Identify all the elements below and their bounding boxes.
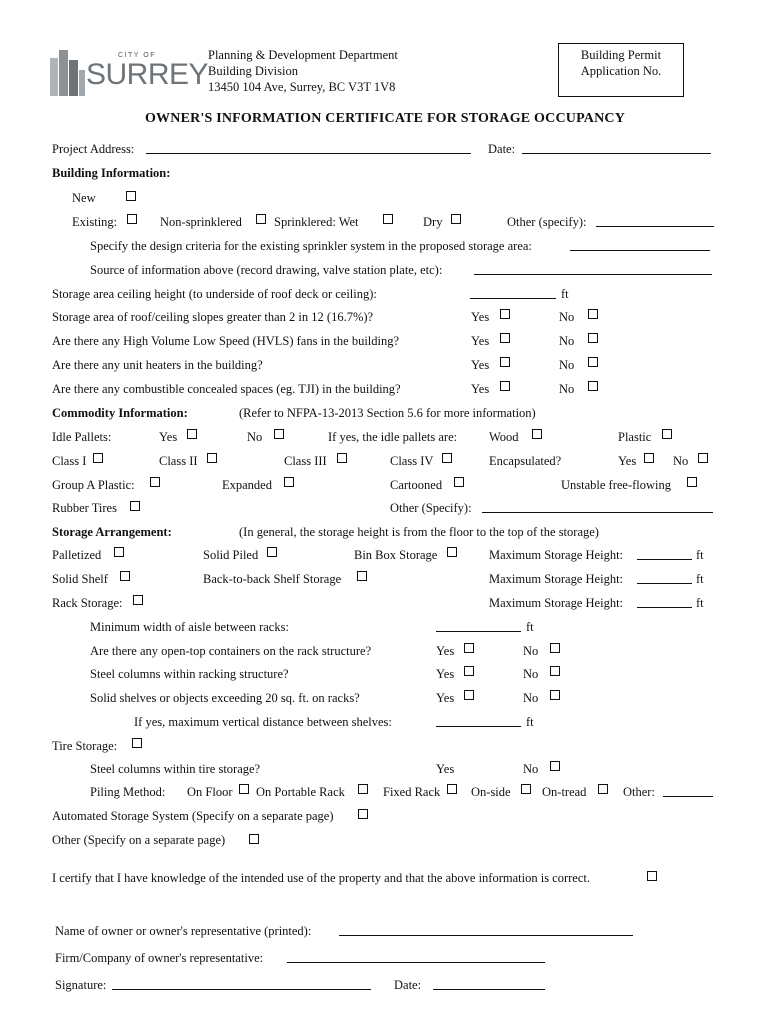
idle-pallets-type-label: If yes, the idle pallets are: [328,430,458,444]
vertical-distance-unit: ft [526,715,534,729]
unit-heaters-question: Are there any unit heaters in the building? [52,358,263,372]
palletized-checkbox[interactable] [114,547,124,557]
unit-heaters-no-label: No [559,358,575,372]
new-label: New [72,191,96,205]
non-sprinklered-label: Non-sprinklered [160,215,242,229]
design-criteria-field[interactable] [570,240,710,251]
storage-height-note: (In general, the storage height is from the floor to the top of the storage) [239,525,599,539]
class2-checkbox[interactable] [207,453,217,463]
on-portable-rack-checkbox[interactable] [358,784,368,794]
rack-storage-label: Rack Storage: [52,596,123,610]
piling-other-field[interactable] [663,786,713,797]
signature-label: Signature: [55,978,107,992]
hvls-no-label: No [559,334,575,348]
aisle-width-field[interactable] [436,621,521,632]
on-tread-label: On-tread [542,785,587,799]
roof-slope-no-label: No [559,310,575,324]
cartooned-checkbox[interactable] [454,477,464,487]
max-height-unit-1: ft [696,548,704,562]
encapsulated-no-label: No [673,454,689,468]
ceiling-height-label: Storage area ceiling height (to underside of roof deck or ceiling): [52,287,377,301]
hvls-yes-checkbox[interactable] [500,333,510,343]
other-specify-field[interactable] [596,216,714,227]
rack-steel-columns-yes-label: Yes [436,667,455,681]
automated-storage-checkbox[interactable] [358,809,368,819]
tire-storage-label: Tire Storage: [52,739,118,753]
idle-pallets-no-checkbox[interactable] [274,429,284,439]
nfpa-reference-note: (Refer to NFPA-13-2013 Section 5.6 for more information) [239,406,536,420]
permit-number-box[interactable] [558,43,684,97]
dry-checkbox[interactable] [451,214,461,224]
roof-slope-no-checkbox[interactable] [588,309,598,319]
solid-shelf-label: Solid Shelf [52,572,108,586]
class4-label: Class IV [390,454,434,468]
concealed-spaces-yes-label: Yes [471,382,490,396]
encapsulated-label: Encapsulated? [489,454,562,468]
new-checkbox[interactable] [126,191,136,201]
encapsulated-yes-label: Yes [618,454,637,468]
bin-box-label: Bin Box Storage [354,548,438,562]
open-top-question: Are there any open-top containers on the rack structure? [90,644,372,658]
class1-checkbox[interactable] [93,453,103,463]
concealed-spaces-question: Are there any combustible concealed spaces (eg. TJI) in the building? [52,382,401,396]
aisle-width-label: Minimum width of aisle between racks: [90,620,289,634]
class3-checkbox[interactable] [337,453,347,463]
ceiling-height-unit: ft [561,287,569,301]
max-height-label-3: Maximum Storage Height: [489,596,624,610]
back-to-back-checkbox[interactable] [357,571,367,581]
ceiling-height-field[interactable] [470,288,556,299]
other-separate-page-label: Other (Specify on a separate page) [52,833,226,847]
aisle-width-unit: ft [526,620,534,634]
solid-piled-label: Solid Piled [203,548,259,562]
back-to-back-label: Back-to-back Shelf Storage [203,572,342,586]
roof-slope-question: Storage area of roof/ceiling slopes greater than 2 in 12 (16.7%)? [52,310,374,324]
tire-steel-columns-no-label: No [523,762,539,776]
on-portable-rack-label: On Portable Rack [256,785,345,799]
logo-city-text: CITY OF [118,52,156,59]
certification-checkbox[interactable] [647,871,657,881]
rack-steel-columns-question: Steel columns within racking structure? [90,667,289,681]
project-date-field[interactable] [522,143,711,154]
idle-pallets-yes-checkbox[interactable] [187,429,197,439]
department-street-address: 13450 104 Ave, Surrey, BC V3T 1V8 [208,80,396,94]
hvls-yes-label: Yes [471,334,490,348]
on-side-checkbox[interactable] [521,784,531,794]
existing-checkbox[interactable] [127,214,137,224]
project-date-label: Date: [488,142,516,156]
expanded-checkbox[interactable] [284,477,294,487]
owner-name-field[interactable] [339,925,633,936]
open-top-yes-checkbox[interactable] [464,643,474,653]
rack-steel-columns-no-checkbox[interactable] [550,666,560,676]
other-separate-page-checkbox[interactable] [249,834,259,844]
class4-checkbox[interactable] [442,453,452,463]
non-sprinklered-checkbox[interactable] [256,214,266,224]
solid-shelves-no-label: No [523,691,539,705]
wood-checkbox[interactable] [532,429,542,439]
max-height-label-1: Maximum Storage Height: [489,548,624,562]
idle-pallets-no-label: No [247,430,263,444]
logo-bar-2 [59,50,68,96]
storage-arrangement-heading: Storage Arrangement: [52,525,172,539]
city-logo [50,46,209,98]
cartooned-label: Cartooned [390,478,443,492]
hvls-question: Are there any High Volume Low Speed (HVLS) fans in the building? [52,334,400,348]
solid-shelf-checkbox[interactable] [120,571,130,581]
open-top-no-label: No [523,644,539,658]
certification-statement: I certify that I have knowledge of the intended use of the property and that the above information is correct. [52,871,591,885]
on-side-label: On-side [471,785,511,799]
max-height-field-2[interactable] [637,573,692,584]
encapsulated-yes-checkbox[interactable] [644,453,654,463]
permit-label-line1: Building Permit [580,48,662,62]
on-tread-checkbox[interactable] [598,784,608,794]
solid-piled-checkbox[interactable] [267,547,277,557]
tire-storage-checkbox[interactable] [132,738,142,748]
vertical-distance-label: If yes, maximum vertical distance between shelves: [134,715,392,729]
concealed-spaces-yes-checkbox[interactable] [500,381,510,391]
rack-steel-columns-no-label: No [523,667,539,681]
form-title: OWNER'S INFORMATION CERTIFICATE FOR STORAGE OCCUPANCY [144,111,626,126]
group-a-plastic-label: Group A Plastic: [52,478,135,492]
project-address-label: Project Address: [52,142,135,156]
class3-label: Class III [284,454,327,468]
concealed-spaces-no-checkbox[interactable] [588,381,598,391]
tire-steel-columns-no-checkbox[interactable] [550,761,560,771]
firm-label: Firm/Company of owner's representative: [55,951,264,965]
group-a-plastic-checkbox[interactable] [150,477,160,487]
open-top-yes-label: Yes [436,644,455,658]
on-floor-checkbox[interactable] [239,784,249,794]
owner-name-label: Name of owner or owner's representative (printed): [55,924,312,938]
fixed-rack-checkbox[interactable] [447,784,457,794]
signature-field[interactable] [112,979,371,990]
commodity-other-label: Other (Specify): [390,501,472,515]
rack-steel-columns-yes-checkbox[interactable] [464,666,474,676]
open-top-no-checkbox[interactable] [550,643,560,653]
unstable-label: Unstable free-flowing [561,478,672,492]
commodity-info-heading: Commodity Information: [52,406,188,420]
permit-label-line2: Application No. [580,64,662,78]
source-info-label: Source of information above (record drawing, valve station plate, etc): [90,263,443,277]
firm-field[interactable] [287,952,545,963]
signature-date-label: Date: [394,978,422,992]
expanded-label: Expanded [222,478,272,492]
automated-storage-label: Automated Storage System (Specify on a separate page) [52,809,334,823]
fixed-rack-label: Fixed Rack [383,785,441,799]
max-height-field-3[interactable] [637,597,692,608]
logo-name-text: SURREY [86,58,209,91]
class2-label: Class II [159,454,198,468]
signature-date-field[interactable] [433,979,545,990]
on-floor-label: On Floor [187,785,233,799]
tire-steel-columns-yes-label: Yes [436,762,455,776]
department-address [208,47,398,95]
sprinklered-wet-label: Sprinklered: Wet [274,215,359,229]
piling-method-label: Piling Method: [90,785,166,799]
palletized-label: Palletized [52,548,102,562]
logo-bar-1 [50,58,58,96]
existing-label: Existing: [72,215,118,229]
roof-slope-yes-label: Yes [471,310,490,324]
class1-label: Class I [52,454,87,468]
concealed-spaces-no-label: No [559,382,575,396]
max-height-label-2: Maximum Storage Height: [489,572,624,586]
roof-slope-yes-checkbox[interactable] [500,309,510,319]
division-name: Building Division [208,64,298,78]
logo-bar-4 [79,70,85,96]
hvls-no-checkbox[interactable] [588,333,598,343]
rubber-tires-label: Rubber Tires [52,501,117,515]
unstable-checkbox[interactable] [687,477,697,487]
idle-pallets-yes-label: Yes [159,430,178,444]
department-name: Planning & Development Department [208,48,398,62]
bin-box-checkbox[interactable] [447,547,457,557]
plastic-checkbox[interactable] [662,429,672,439]
building-info-heading: Building Information: [52,166,171,180]
other-specify-label: Other (specify): [507,215,587,229]
logo-bar-3 [69,60,78,96]
idle-pallets-label: Idle Pallets: [52,430,112,444]
max-height-unit-3: ft [696,596,704,610]
max-height-unit-2: ft [696,572,704,586]
solid-shelves-question: Solid shelves or objects exceeding 20 sq. ft. on racks? [90,691,360,705]
rack-storage-checkbox[interactable] [133,595,143,605]
design-criteria-label: Specify the design criteria for the existing sprinkler system in the proposed storage area: [90,239,532,253]
wood-label: Wood [489,430,519,444]
solid-shelves-yes-checkbox[interactable] [464,690,474,700]
max-height-field-1[interactable] [637,549,692,560]
tire-steel-columns-question: Steel columns within tire storage? [90,762,261,776]
encapsulated-no-checkbox[interactable] [698,453,708,463]
commodity-other-field[interactable] [482,502,713,513]
unit-heaters-yes-label: Yes [471,358,490,372]
unit-heaters-no-checkbox[interactable] [588,357,598,367]
dry-label: Dry [423,215,443,229]
plastic-label: Plastic [618,430,652,444]
unit-heaters-yes-checkbox[interactable] [500,357,510,367]
wet-checkbox[interactable] [383,214,393,224]
piling-other-label: Other: [623,785,655,799]
vertical-distance-field[interactable] [436,716,521,727]
project-address-field[interactable] [146,143,471,154]
source-info-field[interactable] [474,264,712,275]
solid-shelves-yes-label: Yes [436,691,455,705]
solid-shelves-no-checkbox[interactable] [550,690,560,700]
rubber-tires-checkbox[interactable] [130,501,140,511]
